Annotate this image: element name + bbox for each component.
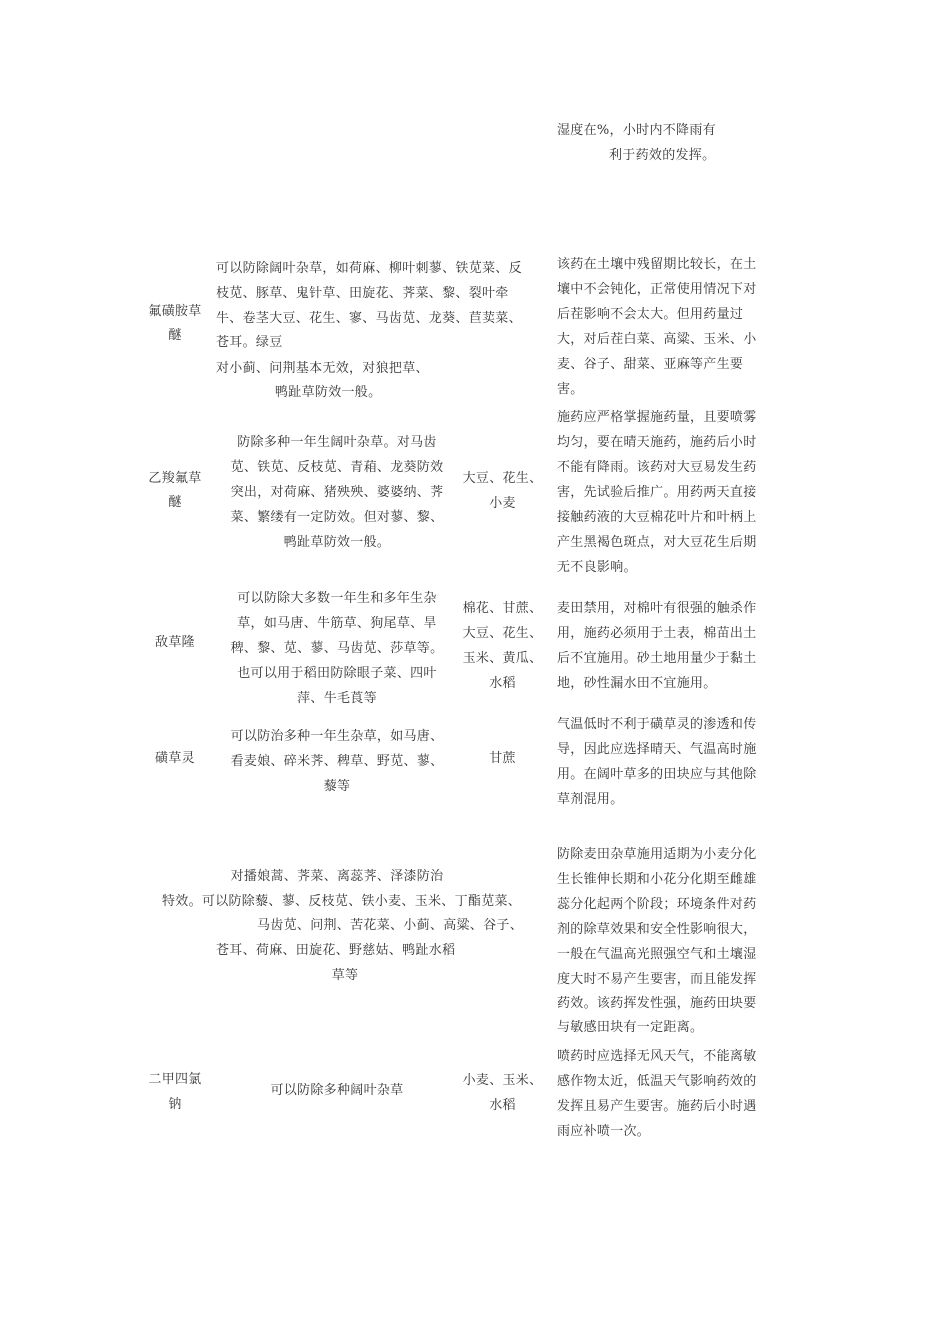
herbicide-name-line: 醚: [168, 495, 182, 510]
crop-line: 小麦: [489, 496, 516, 511]
effect-line: 苍耳。绿豆: [216, 335, 283, 350]
note-line: 草剂混用。: [557, 792, 624, 807]
note-line: 无不良影响。: [557, 560, 637, 575]
herbicide-name-line: 钠: [168, 1097, 182, 1112]
top-note-line: 湿度在%，小时内不降雨有: [557, 123, 716, 138]
note-line: 与敏感田块有一定距离。: [557, 1020, 704, 1035]
note-line: 发挥且易产生要害。施药后小时遇: [557, 1099, 757, 1114]
note-line: 度大时不易产生要害，而且能发挥: [557, 972, 757, 987]
note-line: 蕊分化起两个阶段；环境条件对药: [557, 897, 757, 912]
effect-line: 萍、牛毛莨等: [297, 691, 377, 706]
note-line: 一般在气温高光照强空气和土壤湿: [557, 947, 757, 962]
note-line: 地，砂性漏水田不宜施用。: [557, 676, 717, 691]
effect-line: 鸭趾草防效一般。: [275, 385, 382, 400]
note-line: 后不宜施用。砂土地用量少于黏土: [557, 651, 757, 666]
herbicide-name-line: 乙羧氟草: [148, 471, 202, 486]
note-line: 生长锥伸长期和小花分化期至雌雄: [557, 872, 757, 887]
note-line: 不能有降雨。该药对大豆易发生药: [557, 460, 757, 475]
crop-line: 玉米、黄瓜、: [462, 651, 543, 666]
effect-line: 苍耳、荷麻、田旋花、野慈姑、鸭趾水稻: [216, 943, 456, 958]
effect-line: 草，如马唐、牛筋草、狗尾草、旱: [237, 616, 437, 631]
note-line: 用，施药必须用于土表，棉苗出土: [557, 626, 757, 641]
effect-line: 防除多种一年生阔叶杂草。对马齿: [237, 435, 437, 450]
note-line: 麦、谷子、甜菜、亚麻等产生要: [557, 357, 744, 372]
effect-line: 藜等: [323, 779, 351, 794]
effect-line: 可以防治多种一年生杂草，如马唐、: [230, 729, 444, 744]
note-line: 后茬影响不会太大。但用药量过: [557, 307, 744, 322]
note-line: 雨应补喷一次。: [557, 1124, 651, 1139]
note-line: 害，先试验后推广。用药两天直接: [557, 485, 757, 500]
crop-line: 小麦、玉米、: [462, 1073, 543, 1088]
herbicide-name-line: 氟磺胺草: [148, 304, 202, 319]
note-line: 气温低时不利于磺草灵的渗透和传: [557, 717, 757, 732]
effect-line: 特效。可以防除藜、蓼、反枝苋、铁小麦、玉米、丁酯苋菜、: [162, 894, 522, 909]
note-line: 药效。该药挥发性强，施药田块要: [557, 996, 757, 1011]
top-note-line: 利于药效的发挥。: [609, 148, 716, 163]
effect-line: 鸭趾草防效一般。: [283, 535, 391, 550]
effect-line: 菜、繁缕有一定防效。但对蓼、黎、: [230, 510, 444, 525]
effect-line: 草等: [331, 968, 359, 983]
crop-line: 甘蔗: [489, 751, 516, 766]
effect-line: 稗、黎、苋、蓼、马齿苋、莎草等。: [230, 641, 444, 656]
effect-line: 牛、卷茎大豆、花生、寥、马齿苋、龙葵、苣荬菜、: [216, 311, 522, 326]
note-line: 均匀，要在晴天施药，施药后小时: [557, 435, 757, 450]
crop-line: 大豆、花生、: [462, 626, 543, 641]
note-line: 用。在阔叶草多的田块应与其他除: [557, 767, 757, 782]
note-line: 壤中不会钝化，正常使用情况下对: [557, 282, 757, 297]
crop-line: 大豆、花生、: [462, 471, 543, 486]
note-line: 剂的除草效果和安全性影响很大，: [557, 922, 757, 937]
crop-line: 水稻: [489, 1098, 516, 1113]
effect-line: 也可以用于稻田防除眼子菜、四叶: [237, 666, 437, 681]
note-line: 产生黑褐色斑点，对大豆花生后期: [557, 535, 757, 550]
effect-line: 苋、铁苋、反枝苋、青葙、龙葵防效: [230, 460, 444, 475]
note-line: 大，对后茬白菜、高粱、玉米、小: [557, 332, 757, 347]
effect-line: 突出，对荷麻、猪殃殃、婆婆纳、荠: [230, 485, 444, 500]
crop-line: 水稻: [489, 676, 516, 691]
effect-line: 枝苋、豚草、鬼针草、田旋花、荠菜、黎、裂叶牵: [216, 286, 509, 301]
effect-line: 可以防除阔叶杂草，如荷麻、柳叶刺蓼、铁苋菜、反: [216, 261, 522, 276]
effect-line: 对小蓟、问荆基本无效，对狼把草、: [216, 361, 429, 376]
crop-line: 棉花、甘蔗、: [462, 601, 543, 616]
note-line: 喷药时应选择无风天气，不能离敏: [557, 1049, 757, 1064]
herbicide-name-line: 二甲四氯: [148, 1072, 202, 1087]
herbicide-name-line: 敌草隆: [155, 635, 195, 650]
note-line: 害。: [557, 382, 584, 397]
effect-line: 可以防除多种阔叶杂草: [270, 1083, 404, 1098]
note-line: 麦田禁用，对棉叶有很强的触杀作: [557, 601, 757, 616]
note-line: 接触药液的大豆棉花叶片和叶柄上: [557, 510, 757, 525]
effect-line: 马齿苋、问荆、苦花菜、小蓟、高粱、谷子、: [257, 918, 524, 933]
effect-line: 可以防除大多数一年生和多年生杂: [237, 591, 437, 606]
note-line: 该药在土壤中残留期比较长，在土: [557, 257, 757, 272]
effect-line: 对播娘蒿、荠菜、离蕊荠、泽漆防治: [230, 869, 444, 884]
herbicide-name-line: 磺草灵: [155, 751, 195, 766]
note-line: 防除麦田杂草施用适期为小麦分化: [557, 847, 757, 862]
effect-line: 看麦娘、碎米荠、稗草、野苋、蓼、: [230, 754, 444, 769]
note-line: 导，因此应选择晴天、气温高时施: [557, 742, 757, 757]
herbicide-name-line: 醚: [168, 328, 182, 343]
note-line: 感作物太近，低温天气影响药效的: [557, 1074, 757, 1089]
note-line: 施药应严格掌握施药量，且要喷雾: [557, 410, 757, 425]
